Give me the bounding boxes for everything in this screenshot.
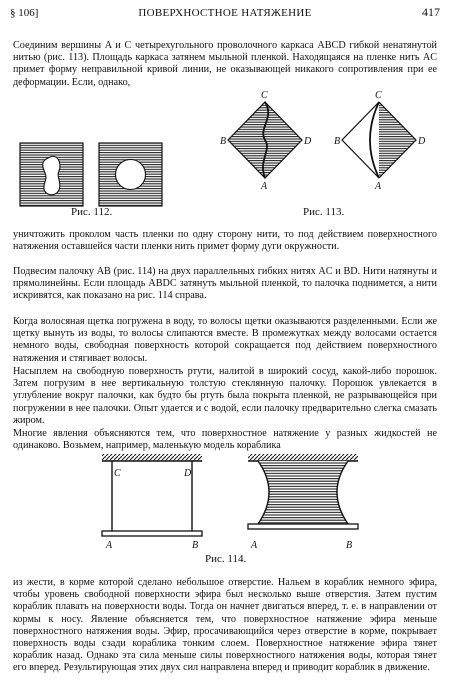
soap-film xyxy=(258,461,348,524)
label-a-left: A xyxy=(261,181,268,192)
label-c-left: C xyxy=(261,90,268,101)
label-a-114-left: A xyxy=(106,540,113,551)
paragraph-2: уничтожить проколом часть пленки по одну сторону нити, то под действием поверхностного натяжения оставшейся части пленки нить примет форму дуги окружности. xyxy=(13,229,437,253)
paragraph-3: Подвесим палочку AB (рис. 114) на двух параллельных гибких нитях AC и BD. Нити натянуты и прямолинейны. Если площадь ABDC затянуть мыльной пленкой, то палочка поднимется, а нити искривятся, как показано на рис. 114 справа. xyxy=(13,266,437,302)
label-b-114-left: B xyxy=(192,540,199,551)
figure-112 xyxy=(18,140,198,210)
stick-ab-right xyxy=(248,524,358,529)
figure-112-drawing xyxy=(18,140,198,210)
label-d-left: D xyxy=(304,136,312,147)
caption-fig-113: Рис. 113. xyxy=(303,206,345,218)
paragraph-1: Соединим вершины A и C четырехугольного проволочного каркаса ABCD гибкой ненатянутой нитью (рис. 113). Площадь каркаса затянем мыльной пленкой. Находящаяся на пленке нить AC примет форму неправильной кривой линии, не оказывающей никакого сопротивления при ее деформации. Если, однако, xyxy=(13,40,437,88)
label-a-114-right: A xyxy=(251,540,258,551)
paragraph-4: Когда волосяная щетка погружена в воду, то волосы щетки оказываются разделенными. Если же щетку вынуть из воды, то волосы слипаются вместе. В промежутках между волосами остается немного воды, свободная поверхность которой сокращается под действием поверхностного натяжения и стягивает волосы. xyxy=(13,316,437,364)
paragraph-6: Многие явления объясняются тем, что поверхностное натяжение у разных жидкостей не одинаково. Возьмем, например, маленькую модель кораблика xyxy=(13,428,437,452)
circular-loop xyxy=(116,160,146,190)
irregular-loop xyxy=(43,156,60,194)
stick-ab-left xyxy=(102,531,202,536)
figure-113 xyxy=(218,88,428,203)
label-d-right: D xyxy=(418,136,426,147)
label-b-right: B xyxy=(334,136,341,147)
label-d-114-left: D xyxy=(184,468,192,479)
section-marker: § 106] xyxy=(10,7,39,19)
figure-114 xyxy=(98,452,378,552)
label-b-left: B xyxy=(220,136,227,147)
figure-114-drawing xyxy=(98,452,378,552)
film-remaining xyxy=(379,102,416,178)
paragraph-7: из жести, в корме которой сделано небольшое отверстие. Нальем в кораблик немного эфира, чтобы уровень свободной поверхности эфира был несколько выше отверстия. Затем пустим кораблик плавать на поверхности воды. Тогда он начнет двигаться вперед, т. е. в направлении от кормы к носу. Явление объясняется тем, что поверхностное натяжение эфира меньше поверхностного натяжения воды. Эфир, просачивающийся через отверстие в корме, покрывает поверхность воды сзади кораблика тонким слоем. Поверхностное натяжение эфира тянет кораблик назад. Однако эта сила меньше силы поверхностного натяжения воды, которая тянет его вперед. Результирующая этих двух сил направлена вперед и приводит кораблик в движение. xyxy=(13,577,437,674)
figure-113-drawing xyxy=(218,88,428,203)
thread-ac-arc xyxy=(370,102,379,178)
paragraph-5: Насыплем на свободную поверхность ртути, налитой в широкий сосуд, какой-либо порошок. Затем погрузим в нее вертикальную толстую стеклянную палочку. Порошок увлекается в углубление вокруг палочки, как будто бы ртуть была покрыта пленкой, не разрывающейся при погружении в нее палочки. Опыт удается и с водой, если палочку предварительно слегка смазать жиром. xyxy=(13,366,437,426)
label-a-right: A xyxy=(375,181,382,192)
running-title: ПОВЕРХНОСТНОЕ НАТЯЖЕНИЕ xyxy=(138,7,312,19)
caption-fig-114: Рис. 114. xyxy=(205,553,247,565)
caption-fig-112: Рис. 112. xyxy=(71,206,113,218)
ceiling-right xyxy=(248,454,358,461)
page-number: 417 xyxy=(422,5,440,19)
page-header xyxy=(10,5,440,21)
label-b-114-right: B xyxy=(346,540,353,551)
label-c-right: C xyxy=(375,90,382,101)
ceiling-left xyxy=(102,454,202,461)
label-c-114-left: C xyxy=(114,468,121,479)
